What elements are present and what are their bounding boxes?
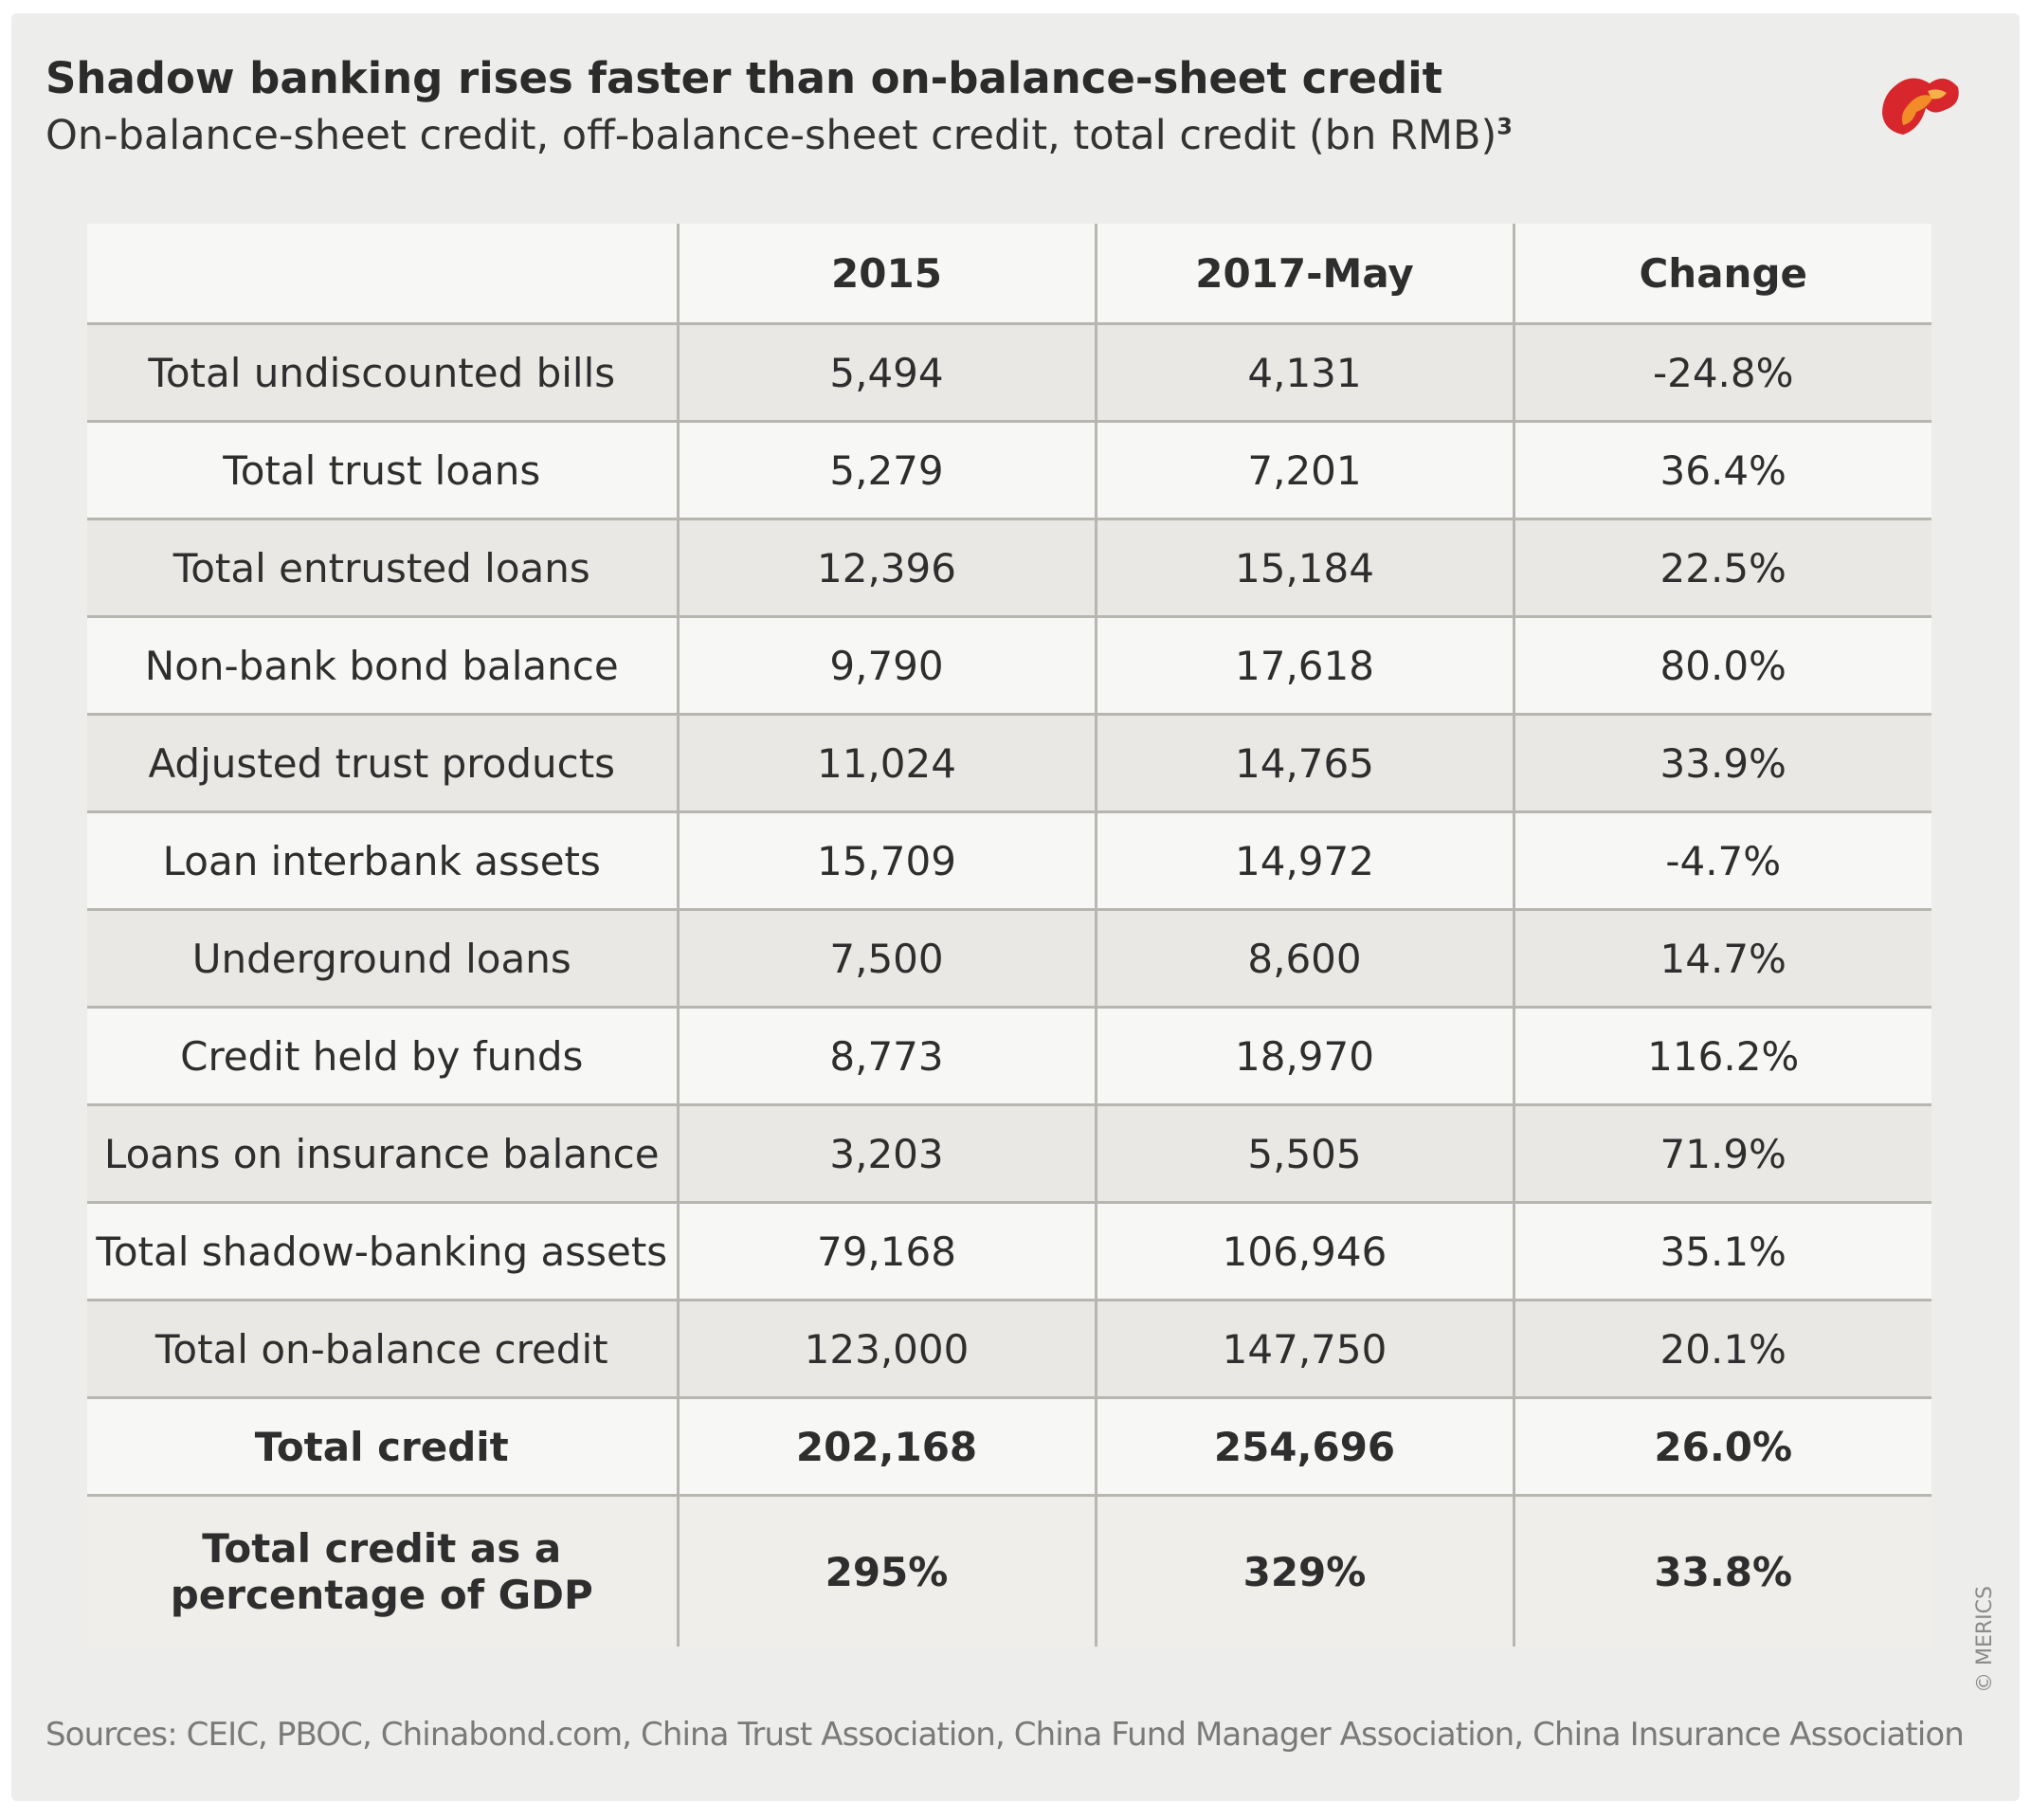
table-row [87,519,1931,617]
table-cell: 80.0% [1514,617,1931,715]
table-row [87,1301,1931,1398]
table-cell: 18,970 [1096,1008,1514,1105]
table-cell: 5,494 [678,324,1096,422]
table-cell: 11,024 [678,715,1096,812]
table-cell: 8,773 [678,1008,1096,1105]
table-cell: 17,618 [1096,617,1514,715]
table-cell: 254,696 [1096,1398,1514,1496]
table-cell: 9,790 [678,617,1096,715]
sources-note: Sources: CEIC, PBOC, Chinabond.com, China Trust Association, China Fund Manager Association, China Insurance Association [45,1716,1964,1754]
table-row [87,910,1931,1008]
row-label: Loan interbank assets [87,812,678,910]
table-cell: 202,168 [678,1398,1096,1496]
table-cell: -4.7% [1514,812,1931,910]
table-row [87,617,1931,715]
table-cell: 22.5% [1514,519,1931,617]
table-row [87,812,1931,910]
table-cell: 15,709 [678,812,1096,910]
table-cell: 26.0% [1514,1398,1931,1496]
table-cell: 20.1% [1514,1301,1931,1398]
credit-gdp-row [87,1496,1931,1647]
table-row [87,1105,1931,1203]
subtitle-text: On-balance-sheet credit, off-balance-sheet credit, total credit (bn RMB) [45,112,1497,159]
total-credit-row [87,1398,1931,1496]
copyright-label: © MERICS [1973,1586,1997,1693]
table-row [87,715,1931,812]
row-label: Loans on insurance balance [87,1105,678,1203]
table-cell: 33.9% [1514,715,1931,812]
table-cell: 329% [1096,1496,1514,1647]
row-label: Total credit as a percentage of GDP [87,1496,678,1647]
table-cell: 7,201 [1096,422,1514,519]
table-cell: 5,505 [1096,1105,1514,1203]
row-label: Underground loans [87,910,678,1008]
table-cell: 35.1% [1514,1203,1931,1301]
table-cell: 123,000 [678,1301,1096,1398]
table-cell: 14.7% [1514,910,1931,1008]
table-cell: 7,500 [678,910,1096,1008]
table-cell: 295% [678,1496,1096,1647]
header-cell: 2015 [678,224,1096,324]
table-row [87,1203,1931,1301]
table-cell: -24.8% [1514,324,1931,422]
chart-title: Shadow banking rises faster than on-balance-sheet credit [45,53,1443,103]
table-cell: 5,279 [678,422,1096,519]
row-label: Total credit [87,1398,678,1496]
table-cell: 106,946 [1096,1203,1514,1301]
row-label: Adjusted trust products [87,715,678,812]
table-cell: 116.2% [1514,1008,1931,1105]
table-cell: 12,396 [678,519,1096,617]
credit-table [87,224,1931,1647]
table-header-row [87,224,1931,324]
table-cell: 14,972 [1096,812,1514,910]
table-cell: 33.8% [1514,1496,1931,1647]
table-cell: 8,600 [1096,910,1514,1008]
table-row [87,1008,1931,1105]
row-label: Total on-balance credit [87,1301,678,1398]
table-cell: 14,765 [1096,715,1514,812]
table-cell: 36.4% [1514,422,1931,519]
row-label: Non-bank bond balance [87,617,678,715]
table-cell: 147,750 [1096,1301,1514,1398]
row-label: Total undiscounted bills [87,324,678,422]
table-cell: 79,168 [678,1203,1096,1301]
row-label: Credit held by funds [87,1008,678,1105]
table-row [87,422,1931,519]
table-cell: 4,131 [1096,324,1514,422]
row-label: Total entrusted loans [87,519,678,617]
row-label: Total trust loans [87,422,678,519]
table-cell: 15,184 [1096,519,1514,617]
header-cell [87,224,678,324]
table-row [87,324,1931,422]
subtitle-footnote: 3 [1496,113,1513,140]
row-label: Total shadow-banking assets [87,1203,678,1301]
chart-subtitle [45,112,1513,159]
table-cell: 3,203 [678,1105,1096,1203]
merics-logo-icon [1871,63,1966,157]
table-cell: 71.9% [1514,1105,1931,1203]
header-cell: Change [1514,224,1931,324]
header-cell: 2017-May [1096,224,1514,324]
